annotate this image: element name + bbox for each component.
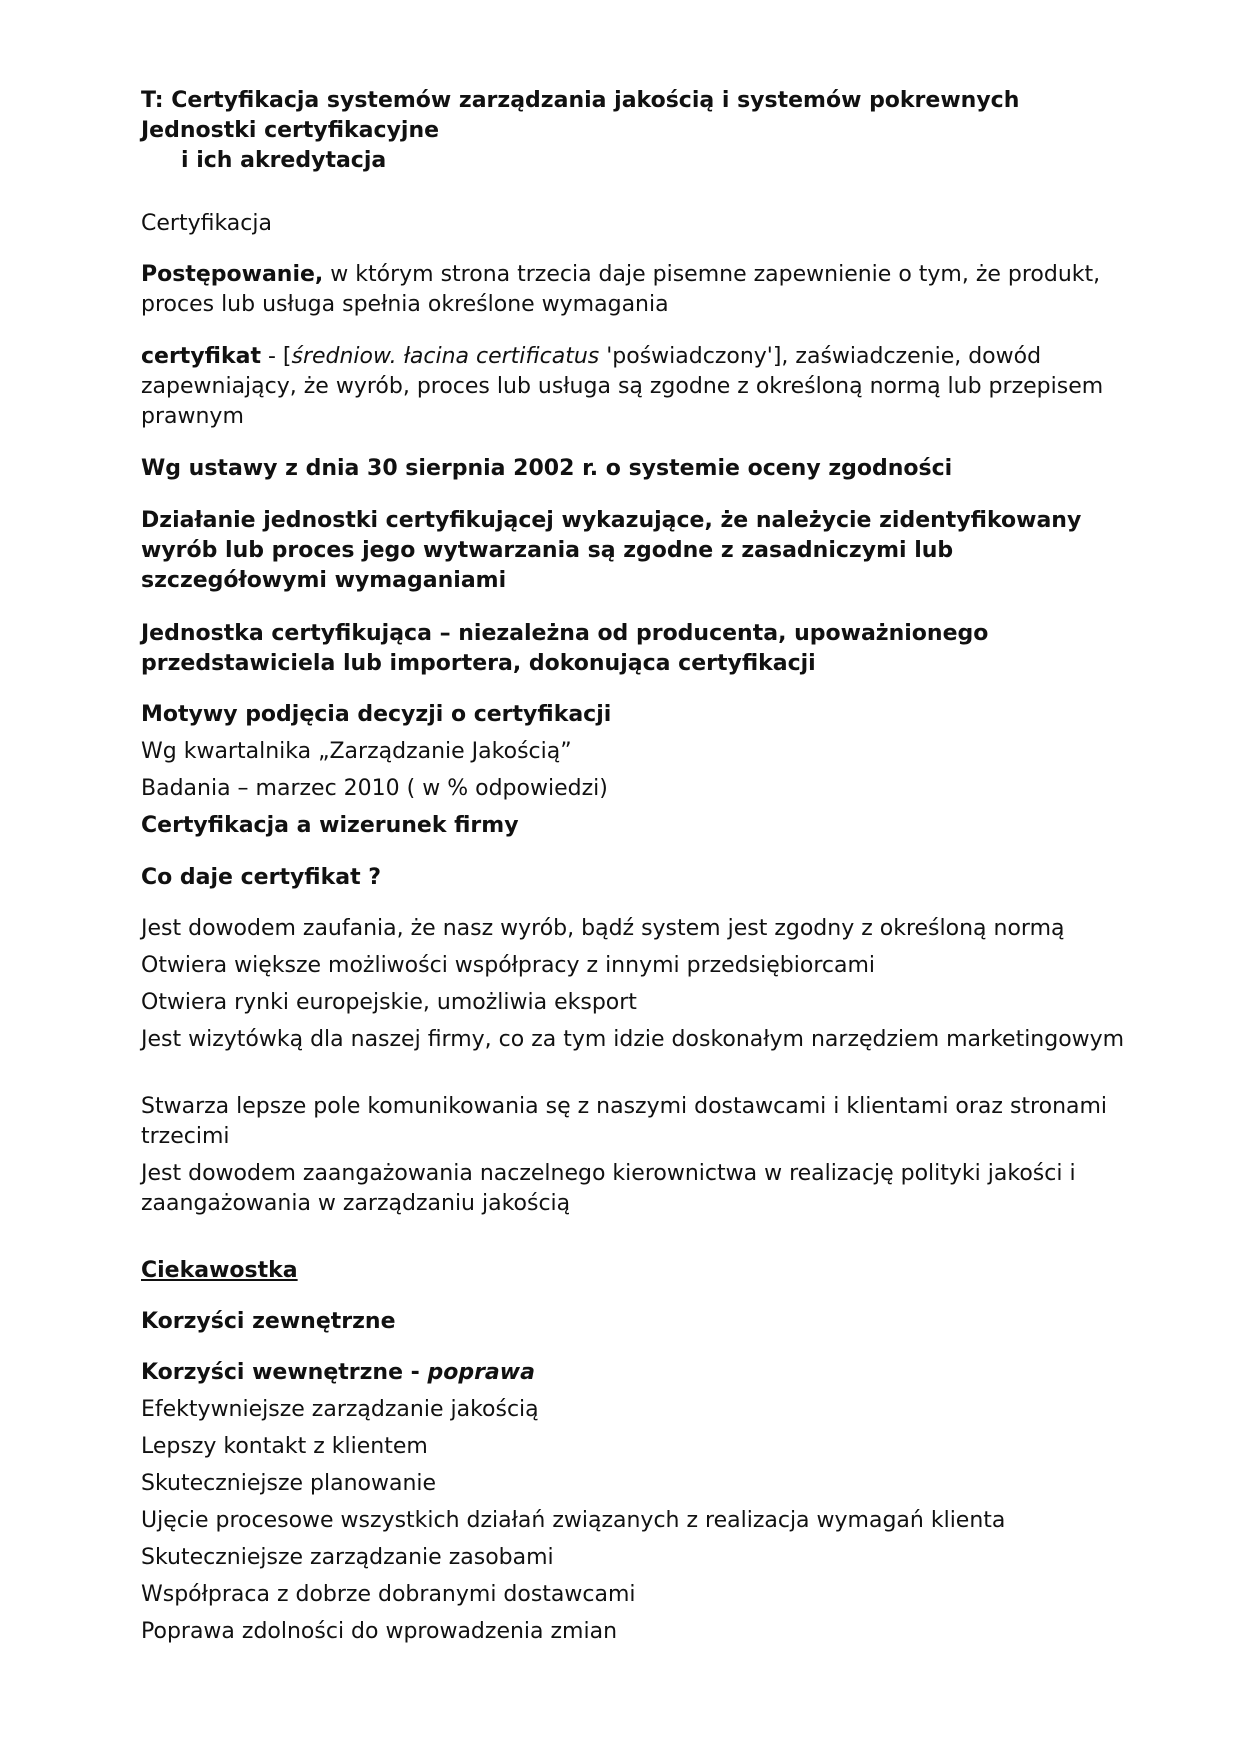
motives-source: Wg kwartalnika „Zarządzanie Jakością” bbox=[141, 739, 572, 764]
internal-benefits-heading bbox=[141, 1358, 1131, 1388]
benefit-item: Otwiera większe możliwości współpracy z innymi przedsiębiorcami bbox=[141, 953, 876, 978]
internal-benefit-item: Poprawa zdolności do wprowadzenia zmian bbox=[141, 1619, 618, 1644]
definition-paragraph bbox=[141, 260, 1131, 320]
benefit-item: Stwarza lepsze pole komunikowania sę z naszymi dostawcami i klientami oraz stronami trzecimi bbox=[141, 1094, 1108, 1149]
title-line-2: Jednostki certyfikacyjne bbox=[141, 118, 440, 143]
motives-survey: Badania – marzec 2010 ( w % odpowiedzi) bbox=[141, 776, 608, 801]
internal-benefit-item: Lepszy kontakt z klientem bbox=[141, 1434, 428, 1459]
external-benefits-heading: Korzyści zewnętrzne bbox=[141, 1309, 396, 1334]
benefits-heading: Co daje certyfikat ? bbox=[141, 865, 382, 890]
definition-text: w którym strona trzecia daje pisemne zapewnienie o tym, że produkt, proces lub usługa spełnia określone wymagania bbox=[141, 262, 1101, 317]
title-line-1: T: Certyfikacja systemów zarządzania jakością i systemów pokrewnych bbox=[141, 88, 1020, 113]
section-label: Certyfikacja bbox=[141, 211, 272, 236]
internal-heading-emphasis: poprawa bbox=[427, 1360, 535, 1385]
certyfikat-term: certyfikat bbox=[141, 344, 261, 369]
document-title bbox=[141, 86, 1131, 176]
law-definition: Działanie jednostki certyfikującej wykazujące, że należycie zidentyfikowany wyrób lub proces jego wytwarzania są zgodne z zasadniczymi lub szczegółowymi wymaganiami bbox=[141, 508, 1082, 593]
definition-term: Postępowanie, bbox=[141, 262, 324, 287]
certyfikat-paragraph bbox=[141, 342, 1131, 432]
benefit-item: Jest wizytówką dla naszej firmy, co za tym idzie doskonałym narzędziem marketingowym bbox=[141, 1027, 1125, 1052]
curiosity-heading: Ciekawostka bbox=[141, 1258, 298, 1283]
certyfikat-text: 'poświadczony'], zaświadczenie, dowód zapewniający, że wyrób, proces lub usługa są zgodne z określoną normą lub przepisem prawnym bbox=[141, 344, 1104, 429]
internal-benefit-item: Współpraca z dobrze dobranymi dostawcami bbox=[141, 1582, 636, 1607]
benefit-item: Jest dowodem zaangażowania naczelnego kierownictwa w realizację polityki jakości i zaangażowania w zarządzaniu jakością bbox=[141, 1161, 1076, 1216]
benefit-item: Jest dowodem zaufania, że nasz wyrób, bądź system jest zgodny z określoną normą bbox=[141, 916, 1065, 941]
internal-benefit-item: Skuteczniejsze zarządzanie zasobami bbox=[141, 1545, 554, 1570]
law-heading: Wg ustawy z dnia 30 sierpnia 2002 r. o systemie oceny zgodności bbox=[141, 456, 953, 481]
internal-benefit-item: Skuteczniejsze planowanie bbox=[141, 1471, 437, 1496]
certyfikat-etymology: średniow. łacina certificatus bbox=[291, 344, 600, 369]
internal-benefit-item: Ujęcie procesowe wszystkich działań związanych z realizacja wymagań klienta bbox=[141, 1508, 1006, 1533]
benefit-item: Otwiera rynki europejskie, umożliwia eksport bbox=[141, 990, 637, 1015]
internal-benefit-item: Efektywniejsze zarządzanie jakością bbox=[141, 1397, 539, 1422]
unit-definition: Jednostka certyfikująca – niezależna od producenta, upoważnionego przedstawiciela lub importera, dokonująca certyfikacji bbox=[141, 621, 989, 676]
title-line-3: i ich akredytacja bbox=[181, 148, 387, 173]
internal-heading-text: Korzyści wewnętrzne - bbox=[141, 1360, 428, 1385]
motives-heading: Motywy podjęcia decyzji o certyfikacji bbox=[141, 702, 612, 727]
certyfikat-dash: - [ bbox=[260, 344, 292, 369]
image-heading: Certyfikacja a wizerunek firmy bbox=[141, 813, 519, 838]
